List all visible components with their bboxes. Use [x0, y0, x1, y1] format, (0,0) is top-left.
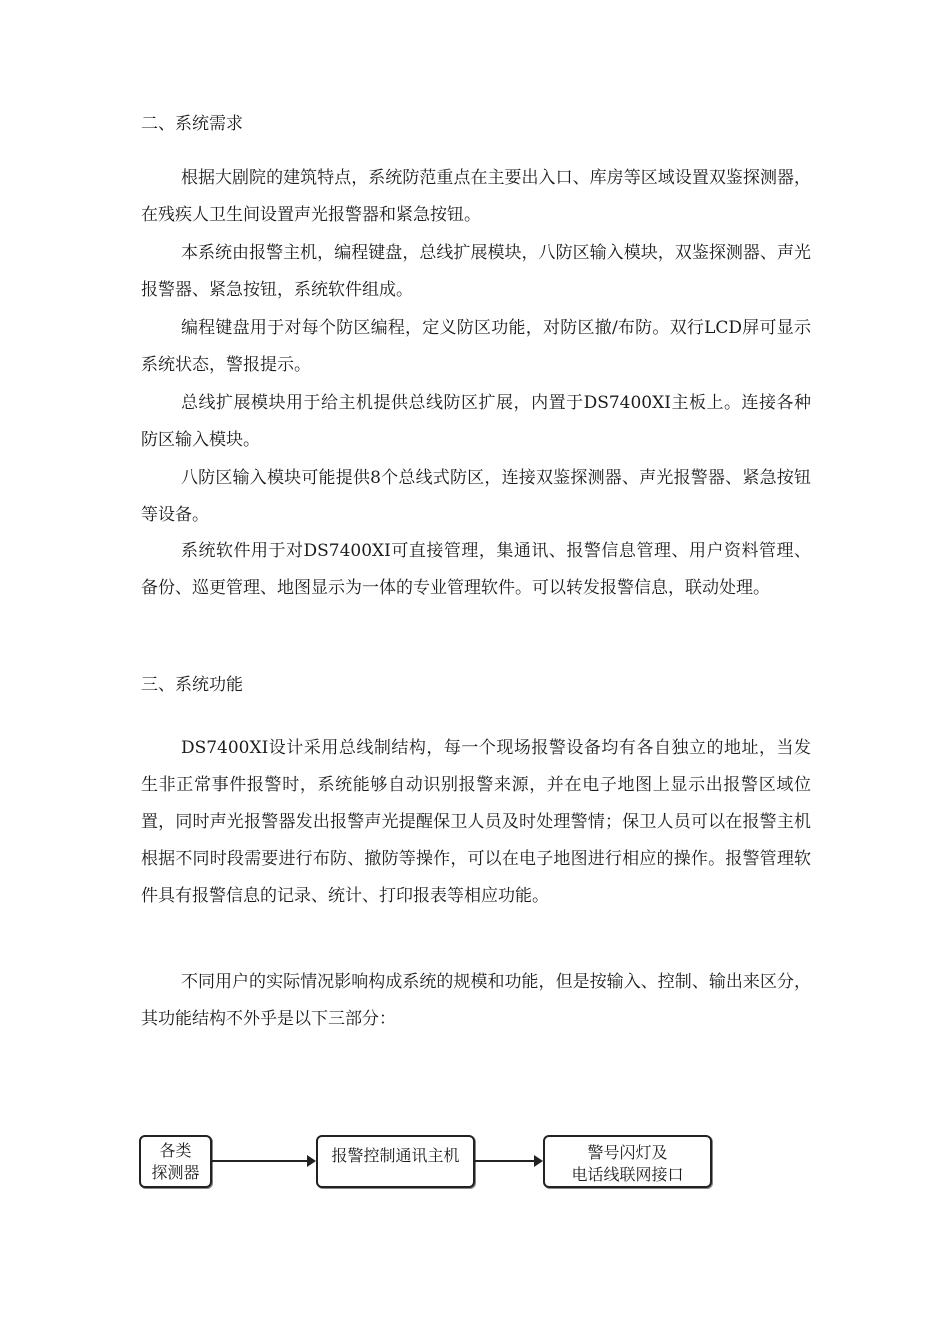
paragraph-eight-zone-module: 八防区输入模块可能提供8个总线式防区，连接双鉴探测器、声光报警器、紧急按钮等设备。	[141, 468, 811, 525]
alarm-host-box	[316, 1135, 475, 1188]
output-interface-box-line1: 警号闪灯及	[587, 1143, 668, 1162]
output-interface-box	[543, 1135, 712, 1188]
detector-box-line1: 各类	[159, 1141, 192, 1160]
arrow-detector-to-host	[212, 1160, 314, 1162]
arrow-host-to-output	[475, 1160, 541, 1162]
alarm-host-box-line1: 报警控制通讯主机	[331, 1146, 460, 1165]
paragraph-building-features: 根据大剧院的建筑特点，系统防范重点在主要出入口、库房等区域设置双鉴探测器，在残疾人卫生间设置声光报警器和紧急按钮。	[141, 168, 811, 225]
section-heading-requirements: 二、系统需求	[141, 114, 243, 134]
paragraph-system-software: 系统软件用于对DS7400XI可直接管理，集通讯、报警信息管理、用户资料管理、备份、巡更管理、地图显示为一体的专业管理软件。可以转发报警信息，联动处理。	[141, 541, 811, 598]
paragraph-function-structure: 不同用户的实际情况影响构成系统的规模和功能，但是按输入、控制、输出来区分，其功能结构不外乎是以下三部分：	[141, 972, 811, 1029]
section-heading-functions: 三、系统功能	[141, 675, 243, 695]
paragraph-system-components: 本系统由报警主机，编程键盘，总线扩展模块，八防区输入模块，双鉴探测器、声光报警器、紧急按钮，系统软件组成。	[141, 243, 811, 300]
output-interface-box-line2: 电话线联网接口	[571, 1165, 684, 1184]
paragraph-bus-module: 总线扩展模块用于给主机提供总线防区扩展，内置于DS7400XI主板上。连接各种防区输入模块。	[141, 393, 811, 450]
detector-box	[139, 1135, 212, 1188]
paragraph-keyboard: 编程键盘用于对每个防区编程，定义防区功能，对防区撤/布防。双行LCD屏可显示系统状态，警报提示。	[141, 318, 811, 375]
paragraph-bus-structure: DS7400XI设计采用总线制结构，每一个现场报警设备均有各自独立的地址，当发生非正常事件报警时，系统能够自动识别报警来源，并在电子地图上显示出报警区域位置，同时声光报警器发出报警声光提醒保卫人员及时处理警情；保卫人员可以在报警主机根据不同时段需要进行布防、撤防等操作，可以在电子地图进行相应的操作。报警管理软件具有报警信息的记录、统计、打印报表等相应功能。	[141, 738, 811, 906]
detector-box-line2: 探测器	[151, 1163, 200, 1182]
